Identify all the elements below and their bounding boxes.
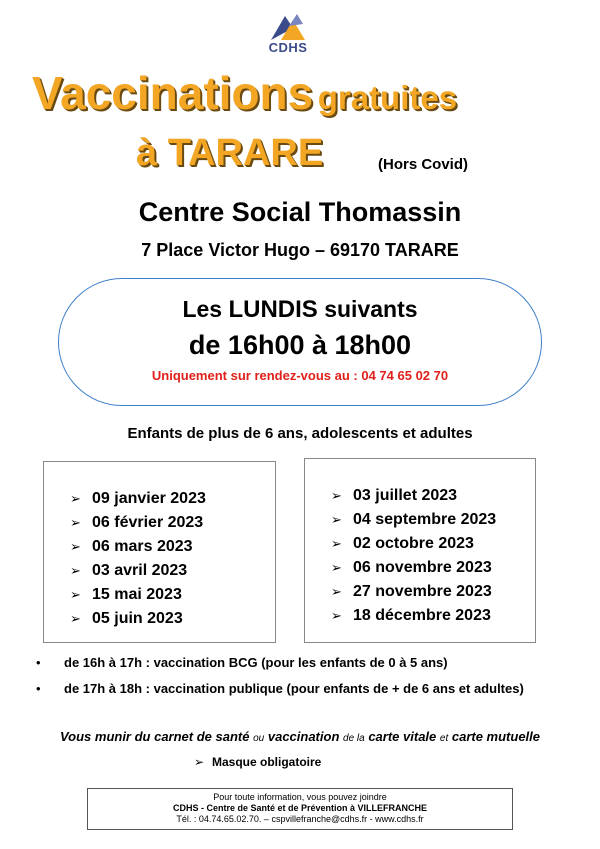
date-item: ➢ 06 mars 2023 [70,535,206,559]
arrow-bullet-icon: ➢ [70,611,81,626]
arrow-bullet-icon: ➢ [194,755,205,769]
arrow-bullet-icon: ➢ [331,608,342,623]
arrow-bullet-icon: ➢ [70,539,81,554]
bullet-dot-icon: • [36,655,41,670]
arrow-bullet-icon: ➢ [70,491,81,506]
schedule-days-suffix: suivants [324,296,418,322]
arrow-bullet-icon: ➢ [331,584,342,599]
date-item: ➢ 27 novembre 2023 [331,580,496,604]
schedule-hours: de 16h00 à 18h00 [188,330,412,360]
date-item: ➢ 04 septembre 2023 [331,508,496,532]
arrow-bullet-icon: ➢ [331,536,342,551]
arrow-bullet-icon: ➢ [70,563,81,578]
date-item: ➢ 09 janvier 2023 [70,487,206,511]
date-item: ➢ 03 juillet 2023 [331,484,496,508]
bullet-bcg: • de 16h à 17h : vaccination BCG (pour les enfants de 0 à 5 ans) [36,655,448,670]
schedule-days [58,296,542,324]
arrow-bullet-icon: ➢ [331,560,342,575]
date-item: ➢ 06 février 2023 [70,511,206,535]
title-location: à TARARE [136,132,324,174]
contact-intro: Pour toute information, vous pouvez joindre [213,792,387,802]
arrow-bullet-icon: ➢ [70,515,81,530]
venue-address: 7 Place Victor Hugo – 69170 TARARE [141,240,459,260]
arrow-bullet-icon: ➢ [331,512,342,527]
bring-documents: Vous munir du carnet de santé ou vaccination de la carte vitale et carte mutuelle [59,729,541,744]
arrow-bullet-icon: ➢ [70,587,81,602]
appointment-notice: Uniquement sur rendez-vous au : 04 74 65 02 70 [151,368,449,383]
date-item: ➢ 03 avril 2023 [70,559,206,583]
date-item: ➢ 15 mai 2023 [70,583,206,607]
page-title [32,66,457,120]
schedule-days-prefix: Les [182,296,223,322]
dates-list-right [331,484,496,628]
logo-text: CDHS [268,40,308,55]
contact-org: CDHS - Centre de Santé et de Prévention à VILLEFRANCHE [172,803,428,813]
title-gratuites: gratuites [317,79,458,116]
date-item: ➢ 18 décembre 2023 [331,604,496,628]
mask-notice: ➢ Masque obligatoire [194,755,322,769]
schedule-days-word: LUNDIS [228,296,318,323]
bullet-public: • de 17h à 18h : vaccination publique (pour enfants de + de 6 ans et adultes) [36,681,524,696]
contact-details: Tél. : 04.74.65.02.70. – cspvillefranche@cdhs.fr - www.cdhs.fr [176,814,424,824]
date-item: ➢ 06 novembre 2023 [331,556,496,580]
date-item: ➢ 02 octobre 2023 [331,532,496,556]
audience: Enfants de plus de 6 ans, adolescents et adultes [127,425,473,442]
contact-box [87,788,513,830]
bullet-dot-icon: • [36,681,41,696]
date-item: ➢ 05 juin 2023 [70,607,206,631]
title-note: (Hors Covid) [378,156,468,173]
arrow-bullet-icon: ➢ [331,488,342,503]
title-vaccinations: Vaccinations [32,67,314,119]
venue-name: Centre Social Thomassin [138,197,462,227]
dates-list-left [70,487,206,631]
